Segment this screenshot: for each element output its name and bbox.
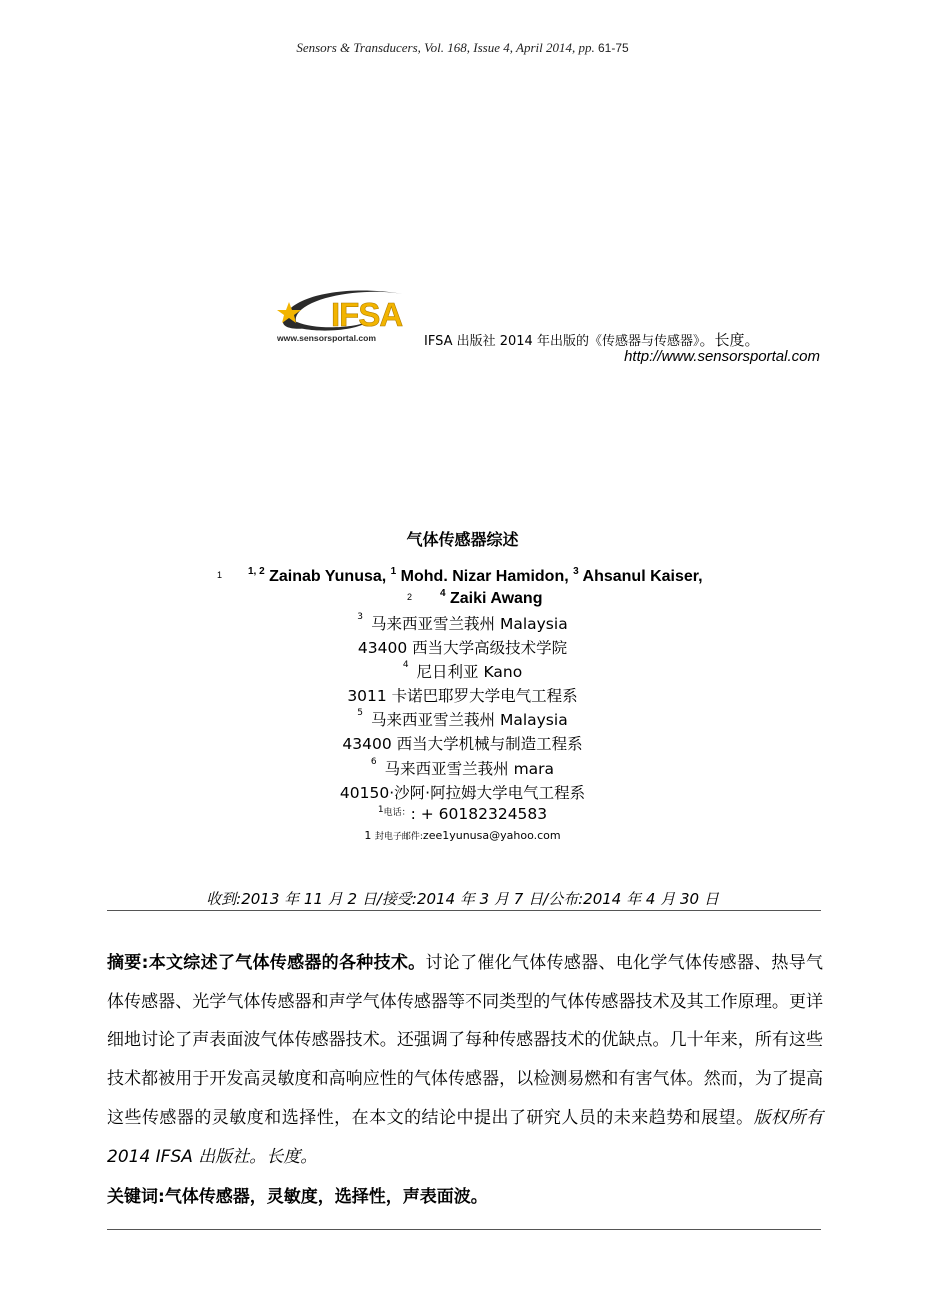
affiliation-text: 马来西亚雪兰莪州 mara	[384, 760, 555, 778]
affiliation-text: 43400 西当大学机械与制造工程系	[342, 735, 583, 753]
phone-mark: 1	[377, 805, 384, 815]
paper-title: 气体传感器综述	[406, 530, 519, 549]
publisher-line-text: IFSA 出版社 2014 年出版的《传感器与传感器》	[424, 334, 700, 349]
affiliation-line	[0, 636, 925, 658]
author-name: Ahsanul Kaiser,	[578, 568, 703, 585]
abstract	[107, 944, 823, 1176]
affiliation-line	[0, 732, 925, 754]
abstract-copyright: 版权所有 2014 IFSA 出版社。长度。	[107, 1107, 824, 1167]
keywords-text: 气体传感器，灵敏度，选择性，声表面波。	[164, 1187, 488, 1207]
author-name: Mohd. Nizar Hamidon,	[396, 568, 574, 585]
affiliation-line	[0, 757, 925, 779]
logo-letters: IFSA	[331, 296, 403, 333]
journal-citation	[0, 40, 925, 56]
affiliation-mark: 3	[357, 612, 364, 622]
author-line-1-mark: 1	[217, 570, 223, 580]
keywords-label: 关键词:	[107, 1187, 165, 1207]
author-affil-sup: 3	[573, 566, 579, 577]
affiliation-line	[0, 781, 925, 803]
affiliation-text: 3011 卡诺巴耶罗大学电气工程系	[347, 687, 578, 705]
affiliation-mark: 5	[357, 708, 364, 718]
publisher-line-suffix: 。长度。	[699, 331, 760, 349]
abstract-body: 讨论了催化气体传感器、电化学气体传感器、热导气体传感器、光学气体传感器和声学气体传感器等不同类型的气体传感器技术及其工作原理。更详细地讨论了声表面波气体传感器技术。还强调了每种传感器技术的优缺点。几十年来，所有这些技术都被用于开发高灵敏度和高响应性的气体传感器，以检测易燃和有害气体。然而，为了提高这些传感器的灵敏度和选择性，在本文的结论中提出了研究人员的未来趋势和展望。	[107, 953, 824, 1128]
affiliation-line	[0, 708, 925, 730]
ifsa-logo-graphic	[275, 278, 410, 346]
affiliation-mark: 6	[370, 757, 377, 767]
contact-phone	[0, 805, 925, 823]
author-affil-sup: 1, 2	[248, 566, 265, 577]
author-name: Zainab Yunusa,	[264, 568, 391, 585]
contact-email	[0, 829, 925, 842]
page-range: 61-75	[597, 41, 629, 55]
affiliation-line	[0, 684, 925, 706]
email-mark: 1	[364, 829, 372, 842]
email-label: 封电子邮件:	[374, 832, 423, 842]
abstract-label: 摘要:	[107, 953, 149, 973]
author-name: Zaiki Awang	[445, 590, 543, 607]
affiliation-line	[0, 660, 925, 682]
affiliation-text: 马来西亚雪兰莪州 Malaysia	[371, 615, 568, 633]
affiliation-text: 尼日利亚 Kano	[416, 663, 523, 681]
ifsa-logo	[275, 278, 410, 346]
affiliation-line	[0, 612, 925, 634]
divider	[107, 1229, 821, 1230]
affiliation-mark: 4	[402, 660, 409, 670]
received-dates: 收到:2013 年 11 月 2 日/接受:2014 年 3 月 7 日/公布:2014 年 4 月 30 日	[206, 890, 719, 908]
author-line-2-mark: 2	[407, 592, 413, 602]
abstract-lead: 本文综述了气体传感器的各种技术。	[148, 953, 426, 973]
keywords	[107, 1182, 823, 1207]
author-affil-sup: 1	[390, 566, 397, 577]
phone-value: : + 60182324583	[410, 805, 548, 823]
journal-citation-text: Sensors & Transducers, Vol. 168, Issue 4, April 2014, pp.	[296, 40, 598, 55]
email-value[interactable]: zee1yunusa@yahoo.com	[422, 829, 561, 842]
affiliation-text: 40150·沙阿·阿拉姆大学电气工程系	[339, 784, 586, 802]
publisher-url[interactable]: http://www.sensorsportal.com	[624, 348, 820, 365]
affiliation-text: 43400 西当大学高级技术学院	[357, 639, 568, 657]
publisher-line	[424, 329, 759, 350]
author-affil-sup: 4	[440, 588, 446, 599]
phone-label: 电话：	[383, 808, 411, 818]
divider	[107, 910, 821, 911]
affiliation-text: 马来西亚雪兰莪州 Malaysia	[371, 711, 568, 729]
logo-url: www.sensorsportal.com	[277, 333, 377, 343]
